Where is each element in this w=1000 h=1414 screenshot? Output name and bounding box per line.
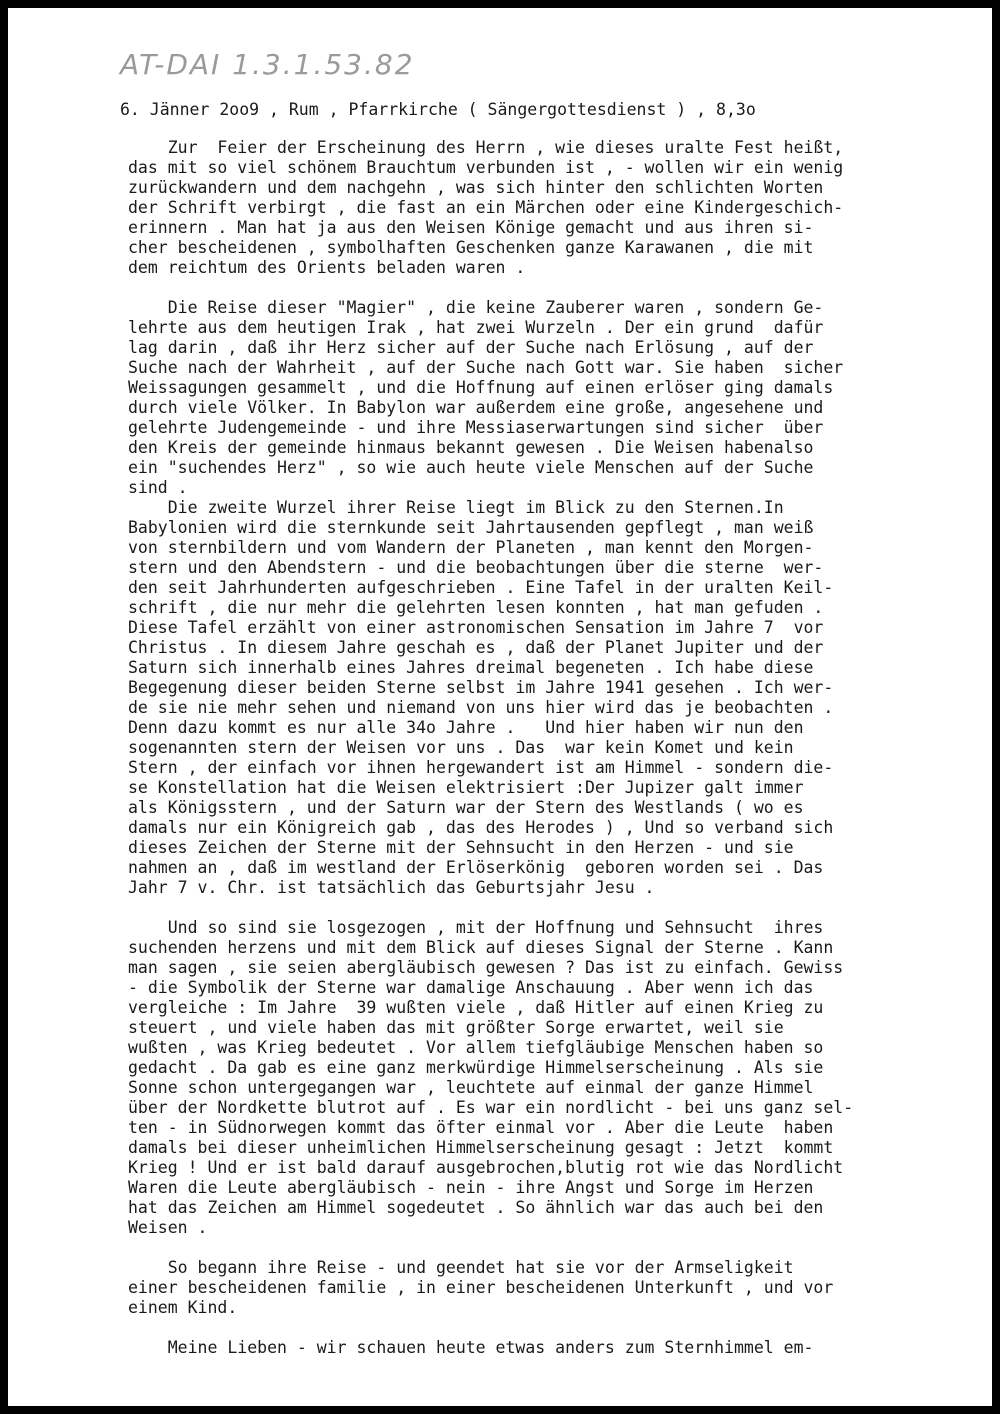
archive-reference-stamp: AT-DAI 1.3.1.53.82 xyxy=(120,48,415,81)
text-line: suchenden herzens und mit dem Blick auf dieses Signal der Sterne . Kann xyxy=(128,938,834,957)
text-line: lehrte aus dem heutigen Irak , hat zwei Wurzeln . Der ein grund dafür xyxy=(128,318,824,337)
text-line: sogenannten stern der Weisen vor uns . Das war kein Komet und kein xyxy=(128,738,794,757)
text-line: dieses Zeichen der Sterne mit der Sehnsucht in den Herzen - und sie xyxy=(128,838,794,857)
text-line: ein "suchendes Herz" , so wie auch heute viele Menschen auf der Suche xyxy=(128,458,814,477)
text-line: von sternbildern und vom Wandern der Planeten , man kennt den Morgen- xyxy=(128,538,814,557)
text-line: Diese Tafel erzählt von einer astronomischen Sensation im Jahre 7 vor xyxy=(128,618,824,637)
text-line xyxy=(128,1318,853,1338)
text-line: erinnern . Man hat ja aus den Weisen Könige gemacht und aus ihren si- xyxy=(128,218,814,237)
text-line: über der Nordkette blutrot auf . Es war ein nordlicht - bei uns ganz sel- xyxy=(128,1098,854,1117)
text-line: lag darin , daß ihr Herz sicher auf der Suche nach Erlösung , auf der xyxy=(128,338,814,357)
text-line: den seit Jahrhunderten aufgeschrieben . Eine Tafel in der uralten Keil- xyxy=(128,578,834,597)
text-line: gelehrte Judengemeinde - und ihre Messiaserwartungen sind sicher über xyxy=(128,418,824,437)
text-line xyxy=(128,898,853,918)
text-line: de sie nie mehr sehen und niemand von uns hier wird das je beobachten . xyxy=(128,698,834,717)
text-line: damals bei dieser unheimlichen Himmelserscheinung gesagt : Jetzt kommt xyxy=(128,1138,834,1157)
text-line: Weissagungen gesammelt , und die Hoffnung auf einen erlöser ging damals xyxy=(128,378,834,397)
text-line: ten - in Südnorwegen kommt das öfter einmal vor . Aber die Leute haben xyxy=(128,1118,834,1137)
text-line: Krieg ! Und er ist bald darauf ausgebrochen,blutig rot wie das Nordlicht xyxy=(128,1158,844,1177)
text-line: hat das Zeichen am Himmel sogedeutet . So ähnlich war das auch bei den xyxy=(128,1198,824,1217)
text-line: dem reichtum des Orients beladen waren . xyxy=(128,258,526,277)
text-line: wußten , was Krieg bedeutet . Vor allem tiefgläubige Menschen haben so xyxy=(128,1038,824,1057)
text-line: den Kreis der gemeinde hinmaus bekannt gewesen . Die Weisen habenalso xyxy=(128,438,814,457)
text-line: gedacht . Da gab es eine ganz merkwürdige Himmelserscheinung . Als sie xyxy=(128,1058,824,1077)
text-line xyxy=(128,1238,853,1258)
text-line: cher bescheidenen , symbolhaften Geschenken ganze Karawanen , die mit xyxy=(128,238,814,257)
text-line: Zur Feier der Erscheinung des Herrn , wie dieses uralte Fest heißt, xyxy=(128,138,844,157)
text-line: Denn dazu kommt es nur alle 34o Jahre . Und hier haben wir nun den xyxy=(128,718,804,737)
text-line: Meine Lieben - wir schauen heute etwas anders zum Sternhimmel em- xyxy=(128,1338,814,1357)
text-line: stern und den Abendstern - und die beobachtungen über die sterne wer- xyxy=(128,558,824,577)
text-line: zurückwandern und dem nachgehn , was sich hinter den schlichten Worten xyxy=(128,178,824,197)
text-line xyxy=(128,278,853,298)
text-line: Die zweite Wurzel ihrer Reise liegt im Blick zu den Sternen.In xyxy=(128,498,784,517)
text-line: einem Kind. xyxy=(128,1298,238,1317)
text-line: se Konstellation hat die Weisen elektrisiert :Der Jupizer galt immer xyxy=(128,778,804,797)
text-line: Sonne schon untergegangen war , leuchtete auf einmal der ganze Himmel xyxy=(128,1078,814,1097)
text-line: Babylonien wird die sternkunde seit Jahrtausenden gepflegt , man weiß xyxy=(128,518,814,537)
text-line: Christus . In diesem Jahre geschah es , daß der Planet Jupiter und der xyxy=(128,638,824,657)
text-line: - die Symbolik der Sterne war damalige Anschauung . Aber wenn ich das xyxy=(128,978,814,997)
text-line: das mit so viel schönem Brauchtum verbunden ist , - wollen wir ein wenig xyxy=(128,158,844,177)
text-line: Die Reise dieser "Magier" , die keine Zauberer waren , sondern Ge- xyxy=(128,298,824,317)
text-line: Weisen . xyxy=(128,1218,208,1237)
text-line: der Schrift verbirgt , die fast an ein Märchen oder eine Kindergeschich- xyxy=(128,198,844,217)
text-line: Suche nach der Wahrheit , auf der Suche nach Gott war. Sie haben sicher xyxy=(128,358,844,377)
document-page xyxy=(8,8,992,1406)
text-line: Und so sind sie losgezogen , mit der Hoffnung und Sehnsucht ihres xyxy=(128,918,824,937)
text-line: Stern , der einfach vor ihnen hergewandert ist am Himmel - sondern die- xyxy=(128,758,834,777)
text-line: steuert , und viele haben das mit größter Sorge erwartet, weil sie xyxy=(128,1018,784,1037)
text-line: als Königsstern , und der Saturn war der Stern des Westlands ( wo es xyxy=(128,798,804,817)
text-line: einer bescheidenen familie , in einer bescheidenen Unterkunft , und vor xyxy=(128,1278,834,1297)
text-line: durch viele Völker. In Babylon war außerdem eine große, angesehene und xyxy=(128,398,824,417)
text-line: nahmen an , daß im westland der Erlöserkönig geboren worden sei . Das xyxy=(128,858,824,877)
document-header: 6. Jänner 2oo9 , Rum , Pfarrkirche ( Sängergottesdienst ) , 8,3o xyxy=(120,100,756,119)
text-line: schrift , die nur mehr die gelehrten lesen konnten , hat man gefuden . xyxy=(128,598,824,617)
text-line: damals nur ein Königreich gab , das des Herodes ) , Und so verband sich xyxy=(128,818,834,837)
document-body xyxy=(128,138,853,1358)
text-line: sind . xyxy=(128,478,188,497)
text-line: man sagen , sie seien abergläubisch gewesen ? Das ist zu einfach. Gewiss xyxy=(128,958,844,977)
text-line: So begann ihre Reise - und geendet hat sie vor der Armseligkeit xyxy=(128,1258,794,1277)
text-line: Saturn sich innerhalb eines Jahres dreimal begeneten . Ich habe diese xyxy=(128,658,814,677)
text-line: Jahr 7 v. Chr. ist tatsächlich das Geburtsjahr Jesu . xyxy=(128,878,655,897)
text-line: Begegenung dieser beiden Sterne selbst im Jahre 1941 gesehen . Ich wer- xyxy=(128,678,834,697)
text-line: Waren die Leute abergläubisch - nein - ihre Angst und Sorge im Herzen xyxy=(128,1178,814,1197)
text-line: vergleiche : Im Jahre 39 wußten viele , daß Hitler auf einen Krieg zu xyxy=(128,998,824,1017)
